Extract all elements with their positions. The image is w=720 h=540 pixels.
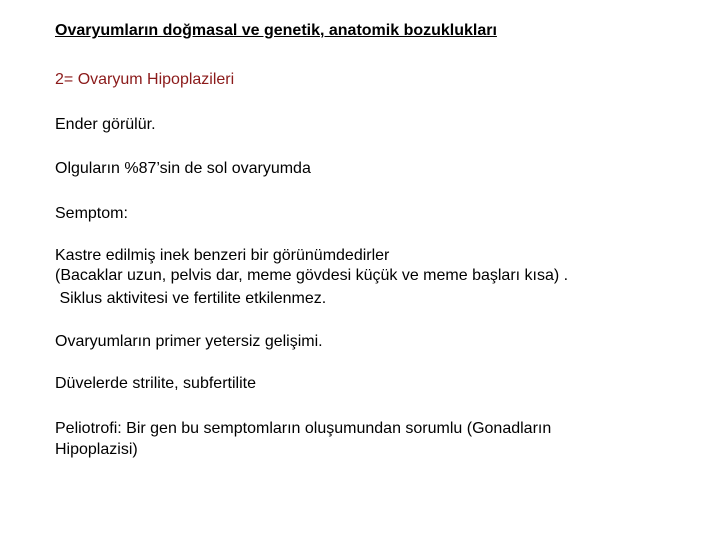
- paragraph-olgu: Olguların %87’sin de sol ovaryumda: [55, 160, 311, 177]
- paragraph-kastre-line-1: Kastre edilmiş inek benzeri bir görünümdedirler: [55, 247, 390, 264]
- paragraph-pelio-line-2: Hipoplazisi): [55, 441, 138, 458]
- slide-subtitle: 2= Ovaryum Hipoplazileri: [55, 71, 235, 88]
- paragraph-pelio-line-1: Peliotrofi: Bir gen bu semptomların oluşumundan sorumlu (Gonadların: [55, 420, 552, 437]
- paragraph-semptom: Semptom:: [55, 205, 128, 222]
- paragraph-kastre-line-2: (Bacaklar uzun, pelvis dar, meme gövdesi küçük ve meme başları kısa) .: [55, 267, 569, 284]
- paragraph-primer: Ovaryumların primer yetersiz gelişimi.: [55, 333, 323, 350]
- paragraph-duvel: Düvelerde strilite, subfertilite: [55, 375, 256, 392]
- slide-title: Ovaryumların doğmasal ve genetik, anatomik bozuklukları: [55, 22, 497, 39]
- paragraph-kastre-line-3: Siklus aktivitesi ve fertilite etkilenmez.: [55, 290, 327, 307]
- paragraph-ender: Ender görülür.: [55, 116, 156, 133]
